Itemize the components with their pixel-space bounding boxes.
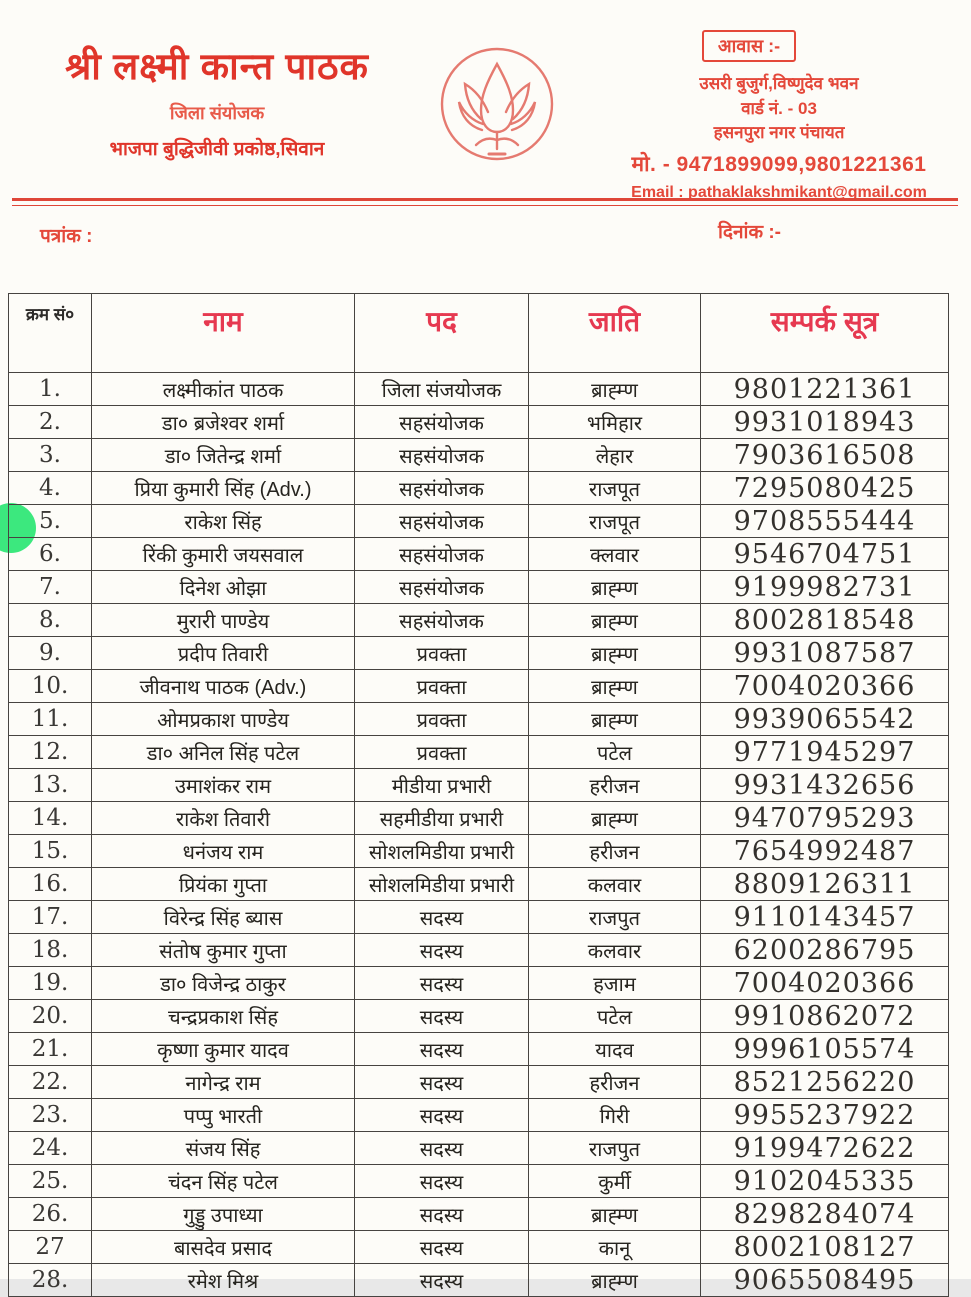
address-line-3: हसनपुरा नगर पंचायत	[713, 123, 845, 143]
table-row	[9, 703, 949, 736]
cell-serial: 17.	[9, 901, 92, 934]
table-row	[9, 901, 949, 934]
table-row	[9, 670, 949, 703]
cell-serial: 7.	[9, 571, 92, 604]
cell-serial: 21.	[9, 1033, 92, 1066]
table-row	[9, 406, 949, 439]
table-row	[9, 571, 949, 604]
cell-phone: 8002818548	[701, 604, 949, 637]
cell-post: सहमीडीया प्रभारी	[355, 802, 529, 835]
cell-name: धनंजय राम	[92, 835, 355, 868]
cell-name: दिनेश ओझा	[92, 571, 355, 604]
cell-caste: ब्राह्म्ण	[529, 1198, 701, 1231]
cell-name: कृष्णा कुमार यादव	[92, 1033, 355, 1066]
cell-phone: 9931432656	[701, 769, 949, 802]
cell-serial: 27	[9, 1231, 92, 1264]
cell-name: रमेश मिश्र	[92, 1264, 355, 1297]
cell-phone: 9955237922	[701, 1099, 949, 1132]
cell-caste: कानू	[529, 1231, 701, 1264]
table-row	[9, 802, 949, 835]
table-row	[9, 1264, 949, 1297]
cell-post: मीडीया प्रभारी	[355, 769, 529, 802]
table-row	[9, 439, 949, 472]
cell-phone: 9102045335	[701, 1165, 949, 1198]
cell-caste: क्लवार	[529, 538, 701, 571]
cell-post: सदस्य	[355, 901, 529, 934]
cell-serial: 6.	[9, 538, 92, 571]
cell-name: राकेश तिवारी	[92, 802, 355, 835]
cell-post: सदस्य	[355, 1099, 529, 1132]
cell-name: डा० अनिल सिंह पटेल	[92, 736, 355, 769]
cell-serial: 4.	[9, 472, 92, 505]
cell-serial: 18.	[9, 934, 92, 967]
cell-name: राकेश सिंह	[92, 505, 355, 538]
cell-name: जीवनाथ पाठक (Adv.)	[92, 670, 355, 703]
cell-phone: 7295080425	[701, 472, 949, 505]
cell-name: बासदेव प्रसाद	[92, 1231, 355, 1264]
cell-caste: ब्राह्म्ण	[529, 670, 701, 703]
cell-serial: 11.	[9, 703, 92, 736]
table-row	[9, 1231, 949, 1264]
cell-caste: ब्राह्म्ण	[529, 604, 701, 637]
cell-phone: 8002108127	[701, 1231, 949, 1264]
cell-post: सदस्य	[355, 1198, 529, 1231]
cell-phone: 9708555444	[701, 505, 949, 538]
cell-serial: 5.	[9, 505, 92, 538]
cell-caste: राजपुत	[529, 1132, 701, 1165]
cell-name: नागेन्द्र राम	[92, 1066, 355, 1099]
cell-phone: 8521256220	[701, 1066, 949, 1099]
cell-caste: ब्राह्म्ण	[529, 703, 701, 736]
cell-serial: 8.	[9, 604, 92, 637]
cell-phone: 8298284074	[701, 1198, 949, 1231]
cell-serial: 25.	[9, 1165, 92, 1198]
cell-name: संजय सिंह	[92, 1132, 355, 1165]
cell-name: प्रदीप तिवारी	[92, 637, 355, 670]
cell-caste: पटेल	[529, 736, 701, 769]
cell-name: विरेन्द्र सिंह ब्यास	[92, 901, 355, 934]
cell-serial: 10.	[9, 670, 92, 703]
cell-caste: ब्राह्म्ण	[529, 637, 701, 670]
cell-phone: 7004020366	[701, 670, 949, 703]
table-row	[9, 835, 949, 868]
cell-serial: 2.	[9, 406, 92, 439]
cell-post: सोशलमिडीया प्रभारी	[355, 868, 529, 901]
cell-post: सदस्य	[355, 1264, 529, 1297]
cell-post: सहसंयोजक	[355, 472, 529, 505]
cell-phone: 9470795293	[701, 802, 949, 835]
table-header-row	[9, 294, 949, 373]
cell-caste: ब्राह्म्ण	[529, 802, 701, 835]
cell-serial: 24.	[9, 1132, 92, 1165]
cell-caste: कलवार	[529, 868, 701, 901]
cell-post: सहसंयोजक	[355, 571, 529, 604]
cell-serial: 22.	[9, 1066, 92, 1099]
table-row	[9, 1198, 949, 1231]
cell-name: डा० विजेन्द्र ठाकुर	[92, 967, 355, 1000]
cell-caste: कलवार	[529, 934, 701, 967]
header-divider-rule	[12, 198, 958, 206]
cell-name: डा० जितेन्द्र शर्मा	[92, 439, 355, 472]
cell-name: गुड्डु उपाध्या	[92, 1198, 355, 1231]
cell-caste: राजपुत	[529, 901, 701, 934]
table-row	[9, 868, 949, 901]
cell-caste: हरीजन	[529, 835, 701, 868]
cell-post: सदस्य	[355, 1132, 529, 1165]
letter-number-label: पत्रांक :	[40, 226, 93, 247]
table-row	[9, 472, 949, 505]
cell-caste: हरीजन	[529, 1066, 701, 1099]
cell-name: ओमप्रकाश पाण्डेय	[92, 703, 355, 736]
table-row	[9, 1132, 949, 1165]
cell-name: रिंकी कुमारी जयसवाल	[92, 538, 355, 571]
residence-label: आवास :-	[702, 30, 796, 62]
page-title: श्री लक्ष्मी कान्त पाठक	[65, 46, 369, 87]
cell-caste: राजपूत	[529, 472, 701, 505]
cell-caste: ब्राह्म्ण	[529, 373, 701, 406]
cell-caste: हजाम	[529, 967, 701, 1000]
letterhead-right-block	[599, 30, 959, 202]
cell-phone: 9771945297	[701, 736, 949, 769]
letterhead-left-block	[22, 48, 412, 161]
cell-serial: 23.	[9, 1099, 92, 1132]
cell-post: सहसंयोजक	[355, 538, 529, 571]
cell-serial: 19.	[9, 967, 92, 1000]
cell-phone: 9931018943	[701, 406, 949, 439]
title-designation: जिला संयोजक	[169, 102, 265, 123]
cell-phone: 9065508495	[701, 1264, 949, 1297]
table-row	[9, 967, 949, 1000]
cell-phone: 9996105574	[701, 1033, 949, 1066]
cell-caste: भमिहार	[529, 406, 701, 439]
cell-caste: यादव	[529, 1033, 701, 1066]
bjp-lotus-logo-icon	[437, 42, 557, 166]
cell-serial: 3.	[9, 439, 92, 472]
organization-name: भाजपा बुद्धिजीवी प्रकोष्ठ,सिवान	[109, 138, 325, 160]
cell-post: सहसंयोजक	[355, 406, 529, 439]
address-line-1: उसरी बुजुर्ग,विष्णुदेव भवन	[699, 74, 859, 93]
cell-phone: 9939065542	[701, 703, 949, 736]
cell-post: सदस्य	[355, 1165, 529, 1198]
cell-phone: 9110143457	[701, 901, 949, 934]
cell-caste: पटेल	[529, 1000, 701, 1033]
cell-post: सहसंयोजक	[355, 439, 529, 472]
cell-post: सहसंयोजक	[355, 604, 529, 637]
cell-post: प्रवक्ता	[355, 670, 529, 703]
column-header-caste: जाति	[529, 294, 701, 373]
cell-post: सदस्य	[355, 1066, 529, 1099]
cell-post: सहसंयोजक	[355, 505, 529, 538]
table-body	[9, 373, 949, 1297]
column-header-contact: सम्पर्क सूत्र	[701, 294, 949, 373]
cell-post: सोशलमिडीया प्रभारी	[355, 835, 529, 868]
cell-phone: 9546704751	[701, 538, 949, 571]
cell-phone: 7903616508	[701, 439, 949, 472]
cell-caste: राजपूत	[529, 505, 701, 538]
table-row	[9, 1165, 949, 1198]
cell-name: चन्द्रप्रकाश सिंह	[92, 1000, 355, 1033]
cell-name: लक्ष्मीकांत पाठक	[92, 373, 355, 406]
cell-post: प्रवक्ता	[355, 703, 529, 736]
cell-serial: 26.	[9, 1198, 92, 1231]
cell-phone: 9199982731	[701, 571, 949, 604]
cell-serial: 20.	[9, 1000, 92, 1033]
table-row	[9, 538, 949, 571]
cell-post: प्रवक्ता	[355, 736, 529, 769]
cell-phone: 7004020366	[701, 967, 949, 1000]
cell-name: उमाशंकर राम	[92, 769, 355, 802]
table-row	[9, 637, 949, 670]
cell-name: चंदन सिंह पटेल	[92, 1165, 355, 1198]
table-row	[9, 604, 949, 637]
cell-phone: 9931087587	[701, 637, 949, 670]
cell-caste: ब्राह्म्ण	[529, 571, 701, 604]
column-header-post: पद	[355, 294, 529, 373]
table-row	[9, 1099, 949, 1132]
table-row	[9, 769, 949, 802]
cell-post: जिला संजयोजक	[355, 373, 529, 406]
cell-post: सदस्य	[355, 1033, 529, 1066]
cell-phone: 7654992487	[701, 835, 949, 868]
cell-serial: 15.	[9, 835, 92, 868]
cell-phone: 8809126311	[701, 868, 949, 901]
table-row	[9, 1000, 949, 1033]
address-line-2: वार्ड नं. - 03	[741, 98, 817, 118]
cell-serial: 12.	[9, 736, 92, 769]
cell-serial: 9.	[9, 637, 92, 670]
table-row	[9, 373, 949, 406]
table-row	[9, 934, 949, 967]
cell-post: सदस्य	[355, 1231, 529, 1264]
cell-name: प्रिया कुमारी सिंह (Adv.)	[92, 472, 355, 505]
date-label: दिनांक :-	[718, 222, 782, 243]
table-row	[9, 505, 949, 538]
cell-caste: ब्राह्म्ण	[529, 1264, 701, 1297]
cell-phone: 9801221361	[701, 373, 949, 406]
cell-serial: 13.	[9, 769, 92, 802]
cell-name: पप्पु भारती	[92, 1099, 355, 1132]
cell-name: मुरारी पाण्डेय	[92, 604, 355, 637]
cell-post: सदस्य	[355, 1000, 529, 1033]
cell-name: संतोष कुमार गुप्ता	[92, 934, 355, 967]
email-address: Email : pathaklakshmikant@gmail.com	[631, 183, 927, 201]
column-header-serial: क्रम सं०	[9, 294, 92, 373]
cell-phone: 9199472622	[701, 1132, 949, 1165]
cell-caste: लेहार	[529, 439, 701, 472]
cell-phone: 6200286795	[701, 934, 949, 967]
column-header-name: नाम	[92, 294, 355, 373]
cell-serial: 1.	[9, 373, 92, 406]
table-row	[9, 736, 949, 769]
contact-roster-table	[8, 293, 949, 1297]
cell-serial: 14.	[9, 802, 92, 835]
cell-caste: कुर्मी	[529, 1165, 701, 1198]
cell-caste: हरीजन	[529, 769, 701, 802]
cell-post: सदस्य	[355, 967, 529, 1000]
cell-caste: गिरी	[529, 1099, 701, 1132]
cell-phone: 9910862072	[701, 1000, 949, 1033]
cell-name: डा० ब्रजेश्वर शर्मा	[92, 406, 355, 439]
mobile-numbers: मो. - 9471899099,9801221361	[631, 152, 927, 176]
cell-post: प्रवक्ता	[355, 637, 529, 670]
cell-serial: 28.	[9, 1264, 92, 1297]
table-row	[9, 1066, 949, 1099]
table-row	[9, 1033, 949, 1066]
cell-serial: 16.	[9, 868, 92, 901]
cell-name: प्रियंका गुप्ता	[92, 868, 355, 901]
cell-post: सदस्य	[355, 934, 529, 967]
